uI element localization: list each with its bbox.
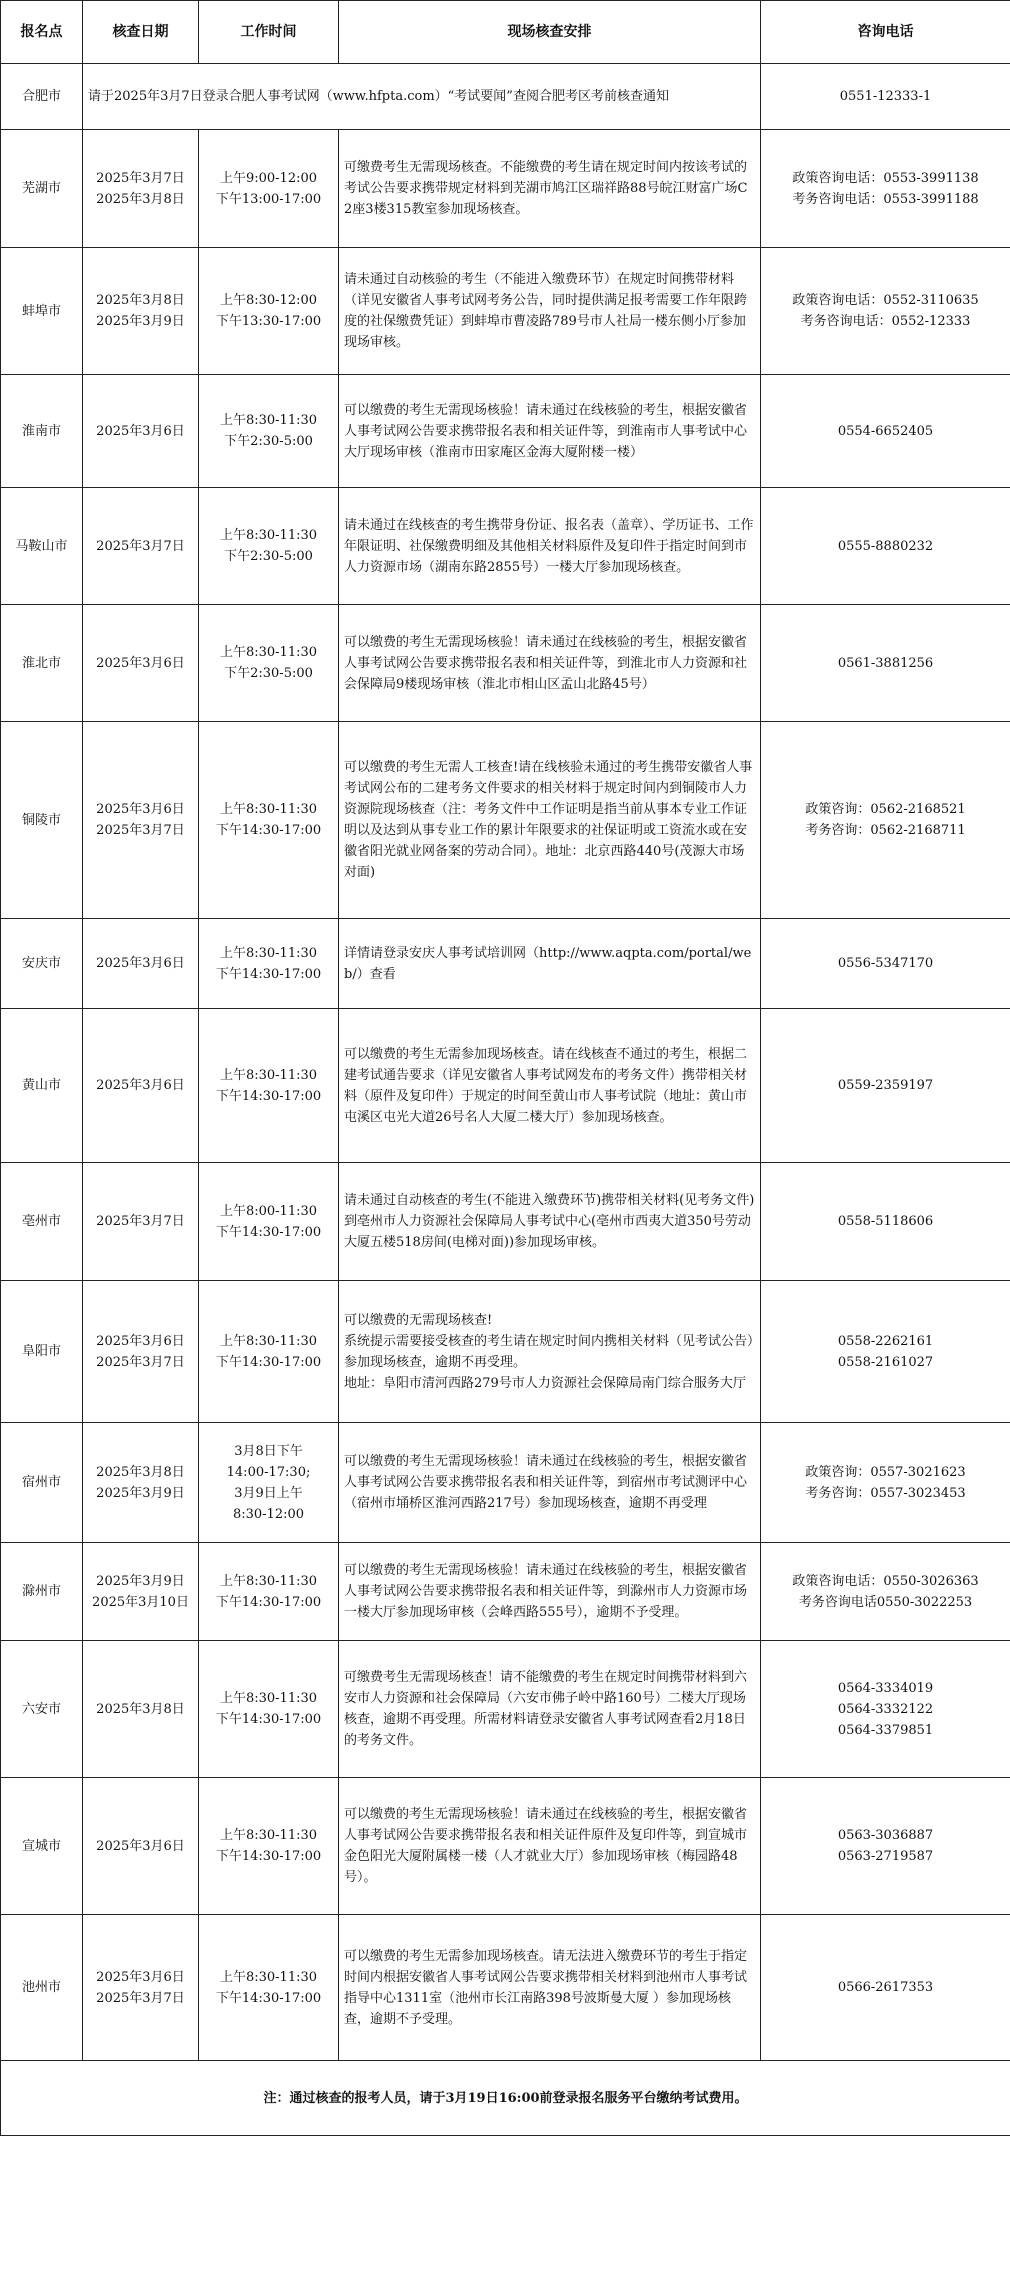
- phone-cell: 0551-12333-1: [761, 64, 1010, 130]
- time-cell: 上午8:30-11:30 下午14:30-17:00: [199, 1543, 339, 1641]
- header-row: [1, 1, 1010, 64]
- phone-cell: 0564-3334019 0564-3332122 0564-3379851: [761, 1641, 1010, 1778]
- phone-cell: 0566-2617353: [761, 1915, 1010, 2061]
- table-row: [1, 605, 1010, 722]
- arrangement-cell: 可以缴费的考生无需现场核验！请未通过在线核验的考生，根据安徽省人事考试网公告要求携带报名表和相关证件等，到淮南市人事考试中心大厅现场审核（淮南市田家庵区金海大厦附楼一楼）: [339, 375, 761, 488]
- date-cell: 2025年3月6日: [83, 1778, 199, 1915]
- arrangement-cell: 请未通过自动核查的考生(不能进入缴费环节)携带相关材料(见考务文件)到亳州市人力资源社会保障局人事考试中心(亳州市西夷大道350号劳动大厦五楼518房间(电梯对面))参加现场审核。: [339, 1163, 761, 1281]
- date-cell: 2025年3月6日 2025年3月7日: [83, 1281, 199, 1423]
- time-cell: 3月8日下午 14:00-17:30; 3月9日上午 8:30-12:00: [199, 1423, 339, 1543]
- time-cell: 上午9:00-12:00 下午13:00-17:00: [199, 130, 339, 248]
- date-cell: 2025年3月7日: [83, 1163, 199, 1281]
- city-cell: 宿州市: [1, 1423, 83, 1543]
- table-row: [1, 1423, 1010, 1543]
- time-cell: 上午8:30-11:30 下午14:30-17:00: [199, 1009, 339, 1163]
- city-cell: 安庆市: [1, 919, 83, 1009]
- arrangement-cell: 可以缴费的无需现场核查! 系统提示需要接受核查的考生请在规定时间内携相关材料（见考试公告）参加现场核查，逾期不再受理。 地址：阜阳市清河西路279号市人力资源社会保障局南门综合服务大厅: [339, 1281, 761, 1423]
- time-cell: 上午8:30-11:30 下午2:30-5:00: [199, 605, 339, 722]
- table-row: [1, 1915, 1010, 2061]
- header-date: 核查日期: [83, 1, 199, 64]
- table-row: [1, 64, 1010, 130]
- time-cell: 上午8:30-11:30 下午14:30-17:00: [199, 1641, 339, 1778]
- table-row: [1, 1163, 1010, 1281]
- city-cell: 淮南市: [1, 375, 83, 488]
- note-row: [1, 2061, 1010, 2136]
- header-arrangement: 现场核查安排: [339, 1, 761, 64]
- table-row: [1, 1641, 1010, 1778]
- city-cell: 黄山市: [1, 1009, 83, 1163]
- city-cell: 马鞍山市: [1, 488, 83, 605]
- table-row: [1, 1009, 1010, 1163]
- time-cell: 上午8:30-11:30 下午14:30-17:00: [199, 1281, 339, 1423]
- date-cell: 2025年3月7日: [83, 488, 199, 605]
- date-cell: 2025年3月6日: [83, 1009, 199, 1163]
- date-cell: 2025年3月6日: [83, 375, 199, 488]
- city-cell: 宣城市: [1, 1778, 83, 1915]
- arrangement-cell: 请未通过自动核验的考生（不能进入缴费环节）在规定时间携带材料（详见安徽省人事考试网考务公告，同时提供满足报考需要工作年限跨度的社保缴费凭证）到蚌埠市曹凌路789号市人社局一楼东侧小厅参加现场审核。: [339, 248, 761, 375]
- table-row: [1, 1543, 1010, 1641]
- header-phone: 咨询电话: [761, 1, 1010, 64]
- date-cell: 2025年3月6日: [83, 919, 199, 1009]
- time-cell: 上午8:30-12:00 下午13:30-17:00: [199, 248, 339, 375]
- time-cell: 上午8:30-11:30 下午14:30-17:00: [199, 1915, 339, 2061]
- phone-cell: 0555-8880232: [761, 488, 1010, 605]
- date-cell: 2025年3月8日 2025年3月9日: [83, 248, 199, 375]
- arrangement-cell: 可以缴费的考生无需参加现场核查。请无法进入缴费环节的考生于指定时间内根据安徽省人事考试网公告要求携带相关材料到池州市人事考试指导中心1311室（池州市长江南路398号波斯曼大厦 ）参加现场核查，逾期不予受理。: [339, 1915, 761, 2061]
- city-cell: 滁州市: [1, 1543, 83, 1641]
- table-row: [1, 1778, 1010, 1915]
- phone-cell: 0554-6652405: [761, 375, 1010, 488]
- arrangement-cell: 可以缴费的考生无需参加现场核查。请在线核查不通过的考生，根据二建考试通告要求（详见安徽省人事考试网发布的考务文件）携带相关材料（原件及复印件）于规定的时间至黄山市人事考试院（地址：黄山市屯溪区屯光大道26号名人大厦二楼大厅）参加现场核查。: [339, 1009, 761, 1163]
- city-cell: 芜湖市: [1, 130, 83, 248]
- date-cell: 2025年3月6日: [83, 605, 199, 722]
- payment-note: 注：通过核查的报考人员，请于3月19日16:00前登录报名服务平台缴纳考试费用。: [1, 2061, 1010, 2136]
- date-cell: 2025年3月9日 2025年3月10日: [83, 1543, 199, 1641]
- table-row: [1, 375, 1010, 488]
- arrangement-cell: 可以缴费的考生无需现场核验！请未通过在线核验的考生，根据安徽省人事考试网公告要求携带报名表和相关证件等，到宿州市考试测评中心（宿州市埇桥区淮河西路217号）参加现场核查，逾期不再受理: [339, 1423, 761, 1543]
- arrangement-cell: 请于2025年3月7日登录合肥人事考试网（www.hfpta.com）“考试要闻”查阅合肥考区考前核查通知: [83, 64, 761, 130]
- table-row: [1, 722, 1010, 919]
- date-cell: 2025年3月6日 2025年3月7日: [83, 1915, 199, 2061]
- table-row: [1, 248, 1010, 375]
- city-cell: 六安市: [1, 1641, 83, 1778]
- phone-cell: 0559-2359197: [761, 1009, 1010, 1163]
- phone-cell: 0558-5118606: [761, 1163, 1010, 1281]
- date-cell: 2025年3月8日 2025年3月9日: [83, 1423, 199, 1543]
- phone-cell: 政策咨询电话：0553-3991138 考务咨询电话：0553-3991188: [761, 130, 1010, 248]
- phone-cell: 政策咨询：0557-3021623 考务咨询：0557-3023453: [761, 1423, 1010, 1543]
- phone-cell: 政策咨询电话：0550-3026363 考务咨询电话0550-3022253: [761, 1543, 1010, 1641]
- phone-cell: 政策咨询：0562-2168521 考务咨询：0562-2168711: [761, 722, 1010, 919]
- table-row: [1, 919, 1010, 1009]
- arrangement-cell: 可以缴费的考生无需现场核验！请未通过在线核验的考生，根据安徽省人事考试网公告要求携带报名表和相关证件等，到滁州市人力资源市场一楼大厅参加现场审核（会峰西路555号），逾期不予受理。: [339, 1543, 761, 1641]
- time-cell: 上午8:00-11:30 下午14:30-17:00: [199, 1163, 339, 1281]
- header-city: 报名点: [1, 1, 83, 64]
- time-cell: 上午8:30-11:30 下午2:30-5:00: [199, 375, 339, 488]
- header-time: 工作时间: [199, 1, 339, 64]
- time-cell: 上午8:30-11:30 下午14:30-17:00: [199, 919, 339, 1009]
- arrangement-cell: 可缴费考生无需现场核查！请不能缴费的考生在规定时间携带材料到六安市人力资源和社会保障局（六安市佛子岭中路160号）二楼大厅现场核查，逾期不再受理。所需材料请登录安徽省人事考试网查看2月18日的考务文件。: [339, 1641, 761, 1778]
- city-cell: 合肥市: [1, 64, 83, 130]
- arrangement-cell: 可以缴费的考生无需人工核查!请在线核验未通过的考生携带安徽省人事考试网公布的二建考务文件要求的相关材料于规定时间内到铜陵市人力资源院现场核查（注：考务文件中工作证明是指当前从事本专业工作证明以及达到从事专业工作的累计年限要求的社保证明或工资流水或在安徽省阳光就业网备案的劳动合同）。地址：北京西路440号(茂源大市场对面): [339, 722, 761, 919]
- city-cell: 亳州市: [1, 1163, 83, 1281]
- time-cell: 上午8:30-11:30 下午14:30-17:00: [199, 1778, 339, 1915]
- date-cell: 2025年3月7日 2025年3月8日: [83, 130, 199, 248]
- city-cell: 蚌埠市: [1, 248, 83, 375]
- table-row: [1, 488, 1010, 605]
- arrangement-cell: 可缴费考生无需现场核查。不能缴费的考生请在规定时间内按该考试的考试公告要求携带规定材料到芜湖市鸠江区瑞祥路88号皖江财富广场C2座3楼315教室参加现场核查。: [339, 130, 761, 248]
- city-cell: 铜陵市: [1, 722, 83, 919]
- phone-cell: 0556-5347170: [761, 919, 1010, 1009]
- city-cell: 池州市: [1, 1915, 83, 2061]
- phone-cell: 0561-3881256: [761, 605, 1010, 722]
- time-cell: 上午8:30-11:30 下午14:30-17:00: [199, 722, 339, 919]
- date-cell: 2025年3月6日 2025年3月7日: [83, 722, 199, 919]
- city-cell: 淮北市: [1, 605, 83, 722]
- time-cell: 上午8:30-11:30 下午2:30-5:00: [199, 488, 339, 605]
- arrangement-cell: 可以缴费的考生无需现场核验！请未通过在线核验的考生，根据安徽省人事考试网公告要求携带报名表和相关证件原件及复印件等，到宣城市金色阳光大厦附属楼一楼（人才就业大厅）参加现场审核（梅园路48号）。: [339, 1778, 761, 1915]
- arrangement-cell: 请未通过在线核查的考生携带身份证、报名表（盖章）、学历证书、工作年限证明、社保缴费明细及其他相关材料原件及复印件于指定时间到市人力资源市场（湖南东路2855号）一楼大厅参加现场核查。: [339, 488, 761, 605]
- phone-cell: 0563-3036887 0563-2719587: [761, 1778, 1010, 1915]
- arrangement-cell: 详情请登录安庆人事考试培训网（http://www.aqpta.com/portal/web/）查看: [339, 919, 761, 1009]
- phone-cell: 0558-2262161 0558-2161027: [761, 1281, 1010, 1423]
- table-row: [1, 1281, 1010, 1423]
- arrangement-cell: 可以缴费的考生无需现场核验！请未通过在线核验的考生，根据安徽省人事考试网公告要求携带报名表和相关证件等，到淮北市人力资源和社会保障局9楼现场审核（淮北市相山区孟山北路45号）: [339, 605, 761, 722]
- table-row: [1, 130, 1010, 248]
- phone-cell: 政策咨询电话：0552-3110635 考务咨询电话：0552-12333: [761, 248, 1010, 375]
- date-cell: 2025年3月8日: [83, 1641, 199, 1778]
- city-cell: 阜阳市: [1, 1281, 83, 1423]
